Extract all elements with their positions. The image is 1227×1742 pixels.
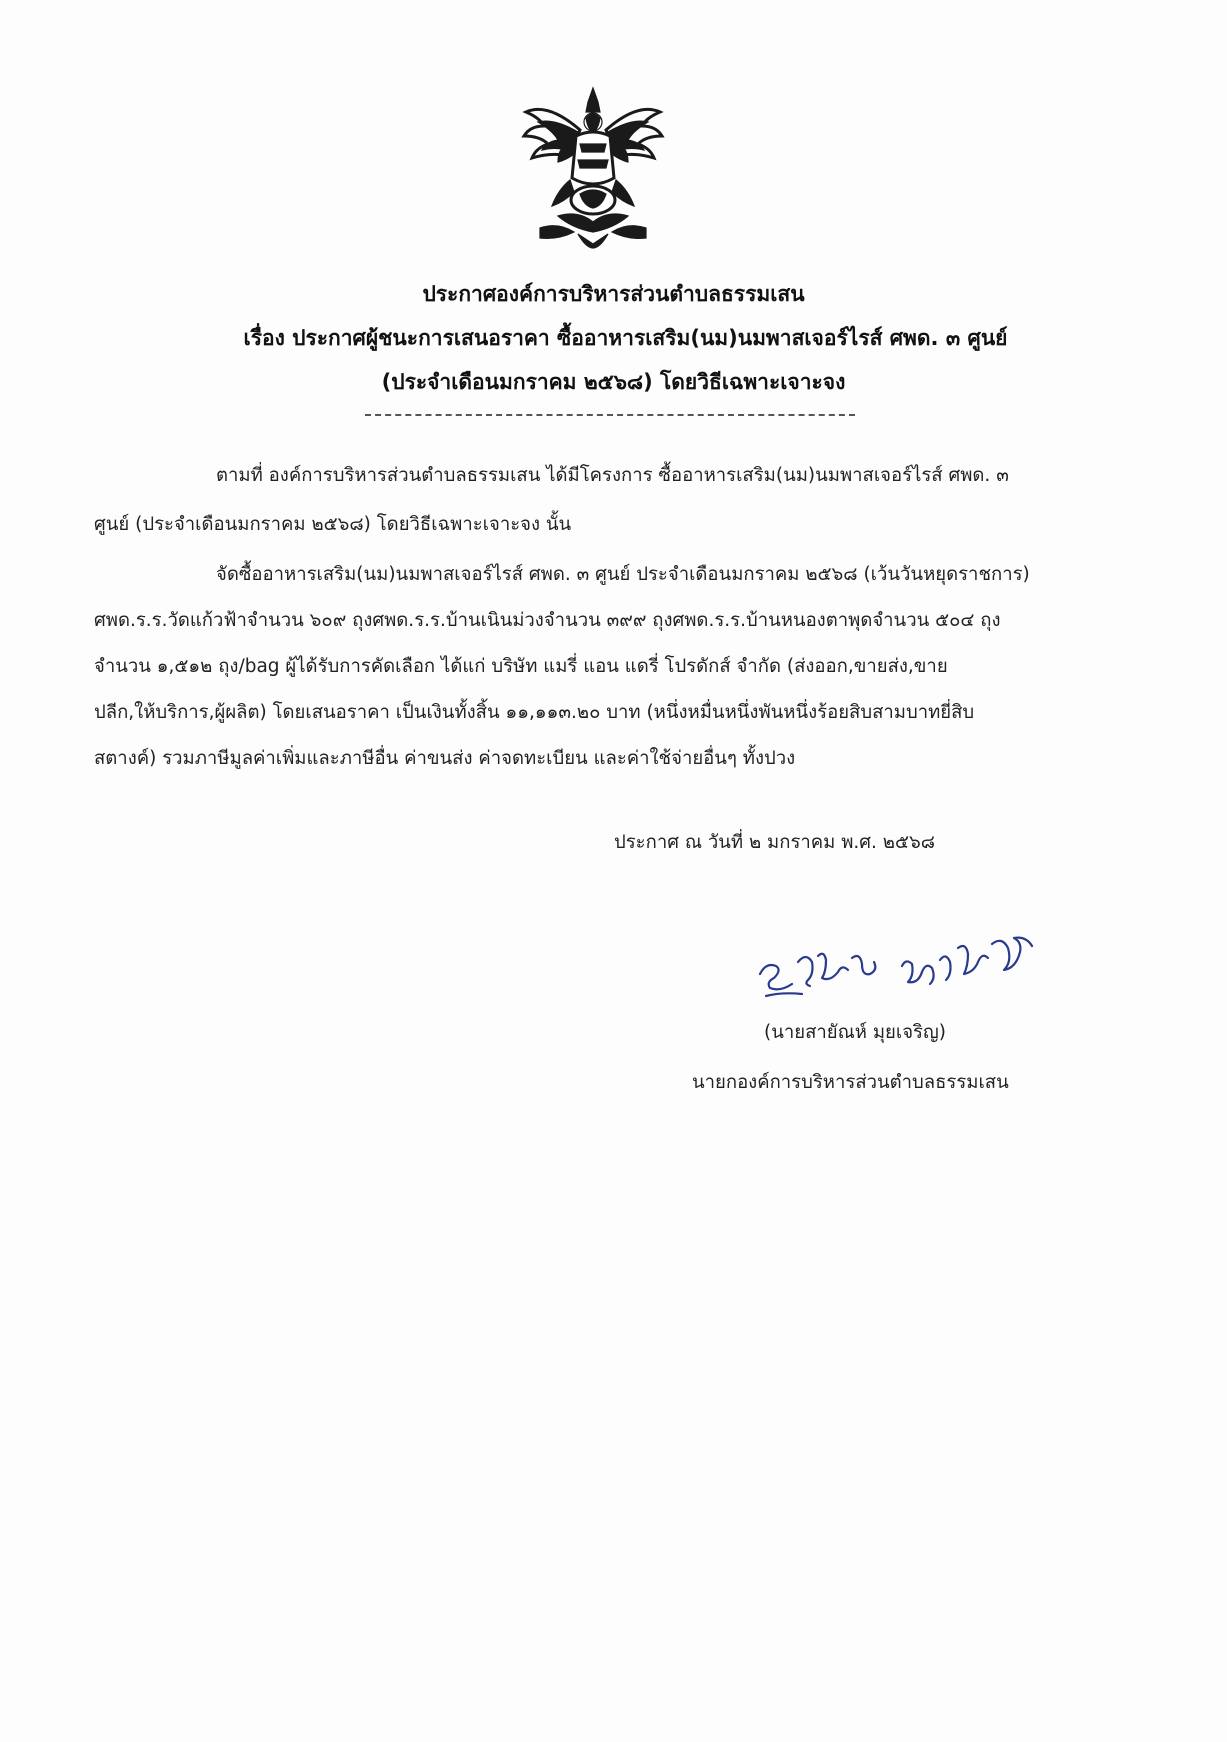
body-paragraph-1-line-2: ศูนย์ (ประจำเดือนมกราคม ๒๕๖๘) โดยวิธีเฉพาะเจาะจง นั้น [94, 514, 572, 535]
body-paragraph-2-line-3: จำนวน ๑,๕๑๒ ถุง/bag ผู้ได้รับการคัดเลือก ได้แก่ บริษัท แมรี่ แอน แดรี่ โปรดักส์ จำกัด (ส่งออก,ขายส่ง,ขาย [94, 656, 948, 677]
body-paragraph-2-line-5: สตางค์) รวมภาษีมูลค่าเพิ่มและภาษีอื่น ค่าขนส่ง ค่าจดทะเบียน และค่าใช้จ่ายอื่นๆ ทั้งปวง [94, 748, 796, 769]
body-paragraph-2-line-1: จัดซื้ออาหารเสริม(นม)นมพาสเจอร์ไรส์ ศพด. ๓ ศูนย์ ประจำเดือนมกราคม ๒๕๖๘ (เว้นวันหยุดราชการ) [216, 564, 1030, 585]
handwritten-signature [752, 922, 1052, 1002]
announcement-subject: เรื่อง ประกาศผู้ชนะการเสนอราคา ซื้ออาหารเสริม(นม)นมพาสเจอร์ไรส์ ศพด. ๓ ศูนย์ [243, 326, 1008, 350]
body-paragraph-2-line-2: ศพด.ร.ร.วัดแก้วฟ้าจำนวน ๖๐๙ ถุงศพด.ร.ร.บ้านเนินม่วงจำนวน ๓๙๙ ถุงศพด.ร.ร.บ้านหนองตาพุดจำนวน ๕๐๔ ถุง [94, 610, 1001, 631]
divider-line [365, 414, 855, 416]
body-paragraph-2-line-4: ปลีก,ให้บริการ,ผู้ผลิต) โดยเสนอราคา เป็นเงินทั้งสิ้น ๑๑,๑๑๓.๒๐ บาท (หนึ่งหมื่นหนึ่งพันหนึ่งร้อยสิบสามบาทยี่สิบ [94, 702, 975, 723]
signer-name: (นายสายัณห์ มุยเจริญ) [764, 1022, 946, 1043]
garuda-emblem-icon [518, 82, 668, 250]
announcement-title: ประกาศองค์การบริหารส่วนตำบลธรรมเสน [422, 282, 805, 306]
announcement-subject-period: (ประจำเดือนมกราคม ๒๕๖๘) โดยวิธีเฉพาะเจาะจง [381, 370, 846, 394]
announcement-date: ประกาศ ณ วันที่ ๒ มกราคม พ.ศ. ๒๕๖๘ [614, 832, 936, 853]
signer-position: นายกองค์การบริหารส่วนตำบลธรรมเสน [692, 1072, 1009, 1093]
body-paragraph-1-line-1: ตามที่ องค์การบริหารส่วนตำบลธรรมเสน ได้มีโครงการ ซื้ออาหารเสริม(นม)นมพาสเจอร์ไรส์ ศพด. ๓ [216, 465, 1009, 486]
